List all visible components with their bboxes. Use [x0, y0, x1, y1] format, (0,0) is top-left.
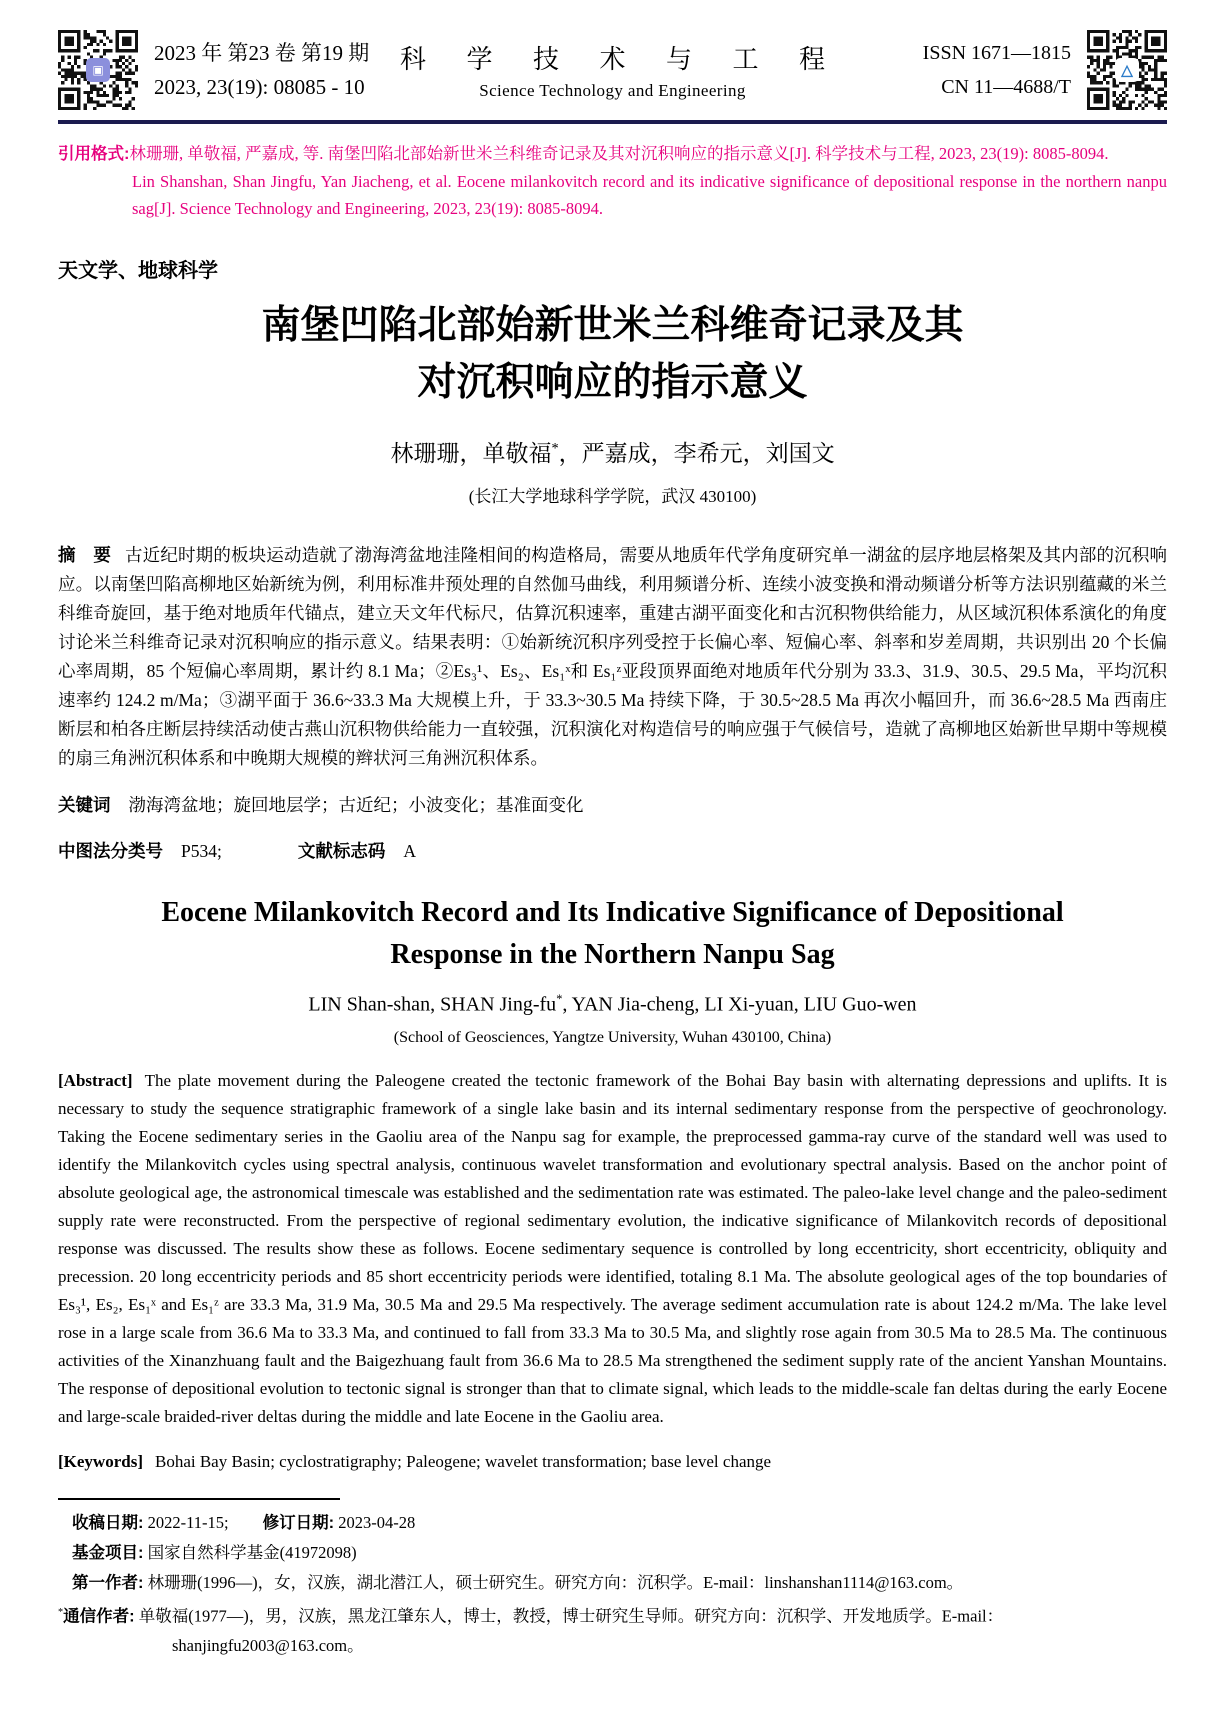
keywords-cn-line [58, 791, 1167, 820]
clc-value: P534; [181, 841, 222, 861]
corresponding-author-star-en: * [556, 992, 563, 1006]
affiliation-cn: (长江大学地球科学学院，武汉 430100) [468, 487, 757, 506]
author-list-cn [58, 435, 1167, 468]
journal-app-logo-icon: ▣ [86, 58, 110, 82]
qr-code-left [58, 30, 138, 110]
corresponding-footnote-star: * [58, 1606, 64, 1618]
cn-number: CN 11—4688/T [941, 76, 1072, 98]
keywords-text-en: Bohai Bay Basin; cyclostratigraphy; Paleogene; wavelet transformation; base level change [154, 1451, 772, 1471]
article-title-cn-line1: 南堡凹陷北部始新世米兰科维奇记录及其 [261, 304, 964, 347]
masthead-rule [58, 120, 1167, 124]
abstract-en [58, 1067, 1167, 1431]
citation-format-label: 引用格式: [58, 145, 130, 163]
authors-en-part1: LIN Shan-shan, SHAN Jing-fu [308, 993, 557, 1016]
corresponding-author-value: 单敬福(1977—)，男，汉族，黑龙江肇东人，博士，教授，博士研究生导师。研究方向：沉积学、开发地质学。E-mail：shanjingfu2003@163.com。 [138, 1606, 1004, 1656]
revised-date-label: 修订日期: [262, 1513, 335, 1532]
authors-cn-part2: ，严嘉成，李希元，刘国文 [558, 441, 835, 466]
abstract-text-en: The plate movement during the Paleogene created the tectonic framework of the Bohai Bay basin with alternating depressions and uplifts. It is necessary to study the sequence stratigraphic framework of a single lake basin and its internal sedimentary response from the perspective of geochronology. Taking the Eocene sedimentary series in the Gaoliu area of the Nanpu sag for example, the preprocessed gamma-ray curve of the standard well was used to identify the Milankovitch cycles using spectral analysis, continuous wavelet transformation and evolutionary spectral analysis. Based on the anchor point of absolute geological age, the astronomical timescale was established and the sedimentation rate was estimated. The paleo-lake level change and the paleo-sediment supply rate were reconstructed. From the perspective of regional sedimentary evolution, the indicative significance of Milankovitch records of depositional response was discussed. The results show these as follows. Eocene sedimentary sequence is controlled by long eccentricity, short eccentricity, obliquity and precession. 20 long eccentricity periods and 85 short eccentricity periods were identified, totaling 8.1 Ma. The absolute geological ages of the top boundaries of Es₃¹, Es₂, Es₁ˣ and Es₁ᶻ are 33.3 Ma, 31.9 Ma, 30.5 Ma and 29.5 Ma respectively. The average sediment accumulation rate is about 124.2 m/Ma. The lake level rose in a large scale from 36.6 Ma to 33.3 Ma, and continued to fall from 33.3 Ma to 30.5 Ma, and slightly rose again from 30.5 Ma to 28.5 Ma. The continuous activities of the Xinanzhuang fault and the Baigezhuang fault from 36.6 Ma to 28.5 Ma strengthened the sediment supply rate of the ancient Yanshan Mountains. The response of depositional evolution to tectonic signal is stronger than that to climate signal, which leads to the middle-scale fan deltas during the early Eocene and large-scale braided-river deltas during the middle and late Eocene in the Gaoliu area. [58, 1070, 1167, 1426]
author-list-en [58, 992, 1167, 1017]
footnote-separator [58, 1498, 340, 1500]
issue-line-cn: 2023 年 第23 卷 第19 期 [154, 41, 370, 65]
keywords-en-line [58, 1448, 1167, 1476]
citation-text-en: Lin Shanshan, Shan Jingfu, Yan Jiacheng, et al. Eocene milankovitch record and its indicative significance of depositional response in the northern nanpu sag[J]. Science Technology and Engineering, 2023, 23(19): 8085-8094. [132, 172, 1167, 218]
keywords-label-cn: 关键词 [58, 794, 111, 815]
first-author-line [72, 1568, 1167, 1598]
article-title-en-line2: Response in the Northern Nanpu Sag [390, 939, 835, 970]
received-date-label: 收稿日期: [72, 1513, 144, 1532]
article-title-en-line1: Eocene Milankovitch Record and Its Indicative Significance of Depositional [161, 897, 1064, 928]
citation-cn-line [58, 140, 1167, 168]
article-title-cn [58, 297, 1167, 411]
clc-line [58, 837, 1167, 866]
first-author-label: 第一作者: [72, 1573, 144, 1592]
issn-number: ISSN 1671—1815 [922, 42, 1072, 64]
issue-info [154, 36, 369, 104]
citation-text-cn: 林珊珊, 单敬福, 严嘉成, 等. 南堡凹陷北部始新世米兰科维奇记录及其对沉积响应的指示意义[J]. 科学技术与工程, 2023, 23(19): 8085-8094. [129, 144, 1109, 163]
dates-line [72, 1508, 1167, 1538]
fund-line [72, 1538, 1167, 1568]
doc-code-label: 文献标志码 [297, 841, 386, 861]
clc-label: 中图法分类号 [58, 841, 163, 861]
corresponding-author-label: 通信作者: [63, 1607, 135, 1626]
received-date-value: 2022-11-15; [147, 1512, 229, 1532]
fund-value: 国家自然科学基金(41972098) [147, 1542, 357, 1562]
journal-name-cn: 科 学 技 术 与 工 程 [400, 45, 843, 74]
subject-category-label: 天文学、地球科学 [58, 260, 218, 282]
first-author-value: 林珊珊(1996—)，女，汉族，湖北潜江人，硕士研究生。研究方向：沉积学。E-mail：linshanshan1114@163.com。 [147, 1572, 964, 1592]
journal-name-en: Science Technology and Engineering [479, 81, 746, 100]
fund-label: 基金项目: [72, 1543, 144, 1562]
abstract-label-cn: 摘 要 [58, 545, 111, 565]
article-title-cn-line2: 对沉积响应的指示意义 [417, 361, 808, 404]
affiliation-en: (School of Geosciences, Yangtze University, Wuhan 430100, China) [393, 1028, 832, 1046]
authors-cn-part1: 林珊珊，单敬福 [390, 441, 552, 466]
issue-line-num: 2023, 23(19): 08085 - 10 [154, 75, 365, 99]
qr-code-right [1087, 30, 1167, 110]
abstract-cn [58, 541, 1167, 773]
corresponding-author-star: * [551, 440, 559, 457]
corresponding-author-line [58, 1598, 1167, 1662]
journal-masthead [58, 30, 1167, 110]
doc-code-value: A [403, 841, 416, 861]
citation-block [58, 140, 1167, 222]
masthead-center [383, 39, 842, 101]
journal-emblem-icon: △ [1115, 58, 1139, 82]
footnotes-block [58, 1508, 1167, 1662]
keywords-label-en: [Keywords] [58, 1451, 143, 1471]
abstract-text-cn: 古近纪时期的板块运动造就了渤海湾盆地洼隆相间的构造格局，需要从地质年代学角度研究单一湖盆的层序地层格架及其内部的沉积响应。以南堡凹陷高柳地区始新统为例，利用标准井预处理的自然伽马曲线，利用频谱分析、连续小波变换和滑动频谱分析等方法识别蕴藏的米兰科维奇旋回，基于绝对地质年代锚点，建立天文年代标尺，估算沉积速率，重建古湖平面变化和古沉积物供给能力，从区域沉积体系演化的角度讨论米兰科维奇记录对沉积响应的指示意义。结果表明：①始新统沉积序列受控于长偏心率、短偏心率、斜率和岁差周期，共识别出 20 个长偏心率周期，85 个短偏心率周期，累计约 8.1 Ma；②Es₃¹、Es₂、Es₁ˣ和 Es₁ᶻ亚段顶界面绝对地质年代分别为 33.3、31.9、30.5、29.5 Ma，平均沉积速率约 124.2 m/Ma；③湖平面于 36.6~33.3 Ma 大规模上升，于 33.3~30.5 Ma 持续下降，于 30.5~28.5 Ma 再次小幅回升，而 36.6~28.5 Ma 西南庄断层和柏各庄断层持续活动使古燕山沉积物供给能力一直较强，沉积演化对构造信号的响应强于气候信号，造就了高柳地区始新世早期中等规模的扇三角洲沉积体系和中晚期大规模的辫状河三角洲沉积体系。 [58, 545, 1168, 768]
keywords-text-cn: 渤海湾盆地；旋回地层学；古近纪；小波变化；基准面变化 [128, 794, 584, 815]
masthead-right [842, 30, 1167, 110]
issn-block [923, 36, 1071, 104]
revised-date-value: 2023-04-28 [338, 1512, 416, 1532]
authors-en-part2: , YAN Jia-cheng, LI Xi-yuan, LIU Guo-wen [562, 993, 917, 1016]
article-title-en [58, 892, 1167, 976]
masthead-left [58, 30, 383, 110]
abstract-label-en: [Abstract] [58, 1070, 133, 1090]
